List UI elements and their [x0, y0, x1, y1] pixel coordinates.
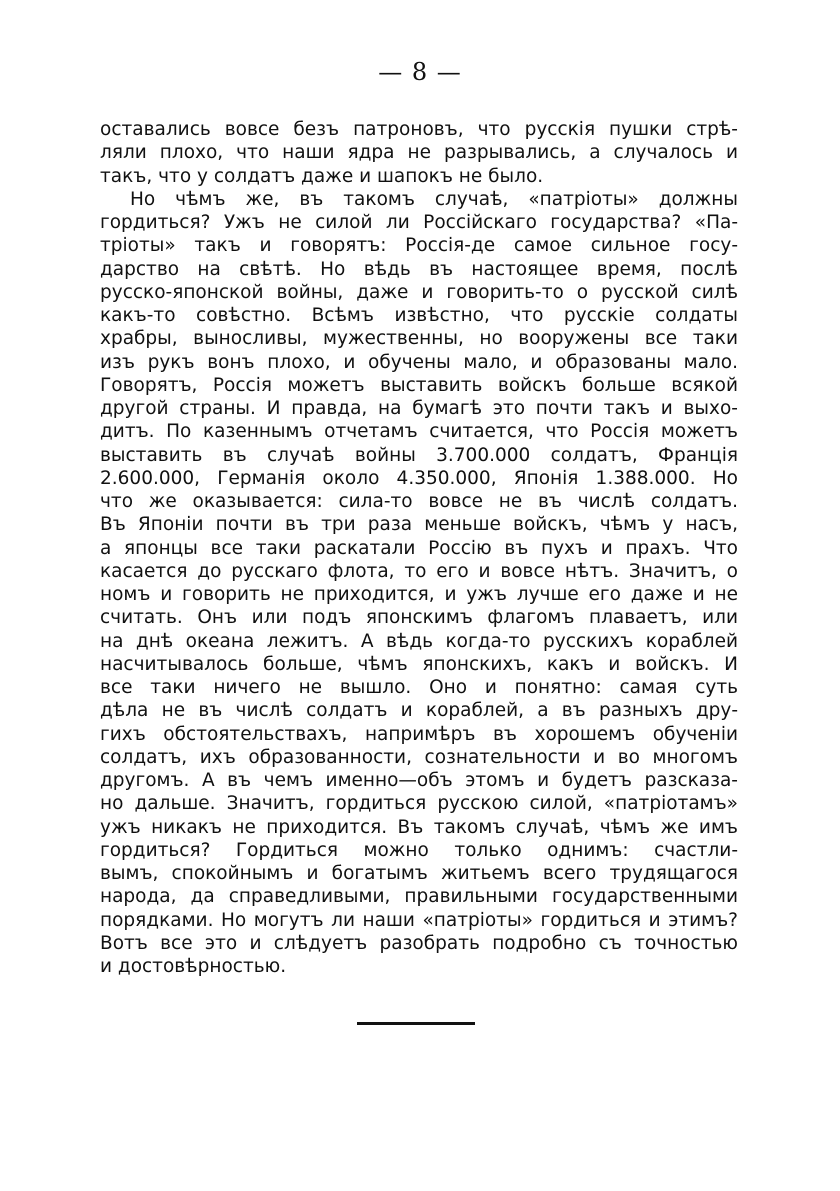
text-line: русско-японской войны, даже и говорить-то о русской силѣ	[100, 281, 738, 303]
text-line: оставались вовсе безъ патроновъ, что русскія пушки стрѣ-	[100, 119, 738, 140]
text-line: что же оказывается: сила-то вовсе не въ числѣ солдатъ.	[100, 491, 738, 512]
text-line: такъ, что у солдатъ даже и шапокъ не было.	[100, 165, 544, 187]
text-line: считать. Онъ или подъ японскимъ флагомъ плаваетъ, или	[100, 607, 738, 629]
text-line: все таки ничего не вышло. Оно и понятно: самая суть	[100, 677, 738, 698]
text-line: и достовѣрностью.	[100, 956, 287, 977]
text-line: дарство на свѣтѣ. Но вѣдь въ настоящее время, послѣ	[100, 258, 738, 280]
text-line: 2.600.000, Германія около 4.350.000, Японія 1.388.000. Но	[100, 467, 738, 489]
text-line: солдатъ, ихъ образованности, сознательности и во многомъ	[100, 746, 738, 768]
body-text	[100, 118, 738, 978]
text-line: а японцы все таки раскатали Россію въ пухъ и прахъ. Что	[100, 537, 738, 559]
text-line: храбры, выносливы, мужественны, но вооружены все таки	[100, 328, 738, 350]
text-line: дитъ. По казеннымъ отчетамъ считается, что Россія можетъ	[100, 421, 738, 443]
text-line: выставить въ случаѣ войны 3.700.000 солдатъ, Франція	[100, 444, 738, 466]
text-line: тріоты» такъ и говорятъ: Россія-де самое сильное госу-	[100, 235, 738, 257]
text-line: насчитывалось больше, чѣмъ японскихъ, какъ и войскъ. И	[100, 653, 738, 675]
text-line: гордиться? Гордиться можно только однимъ: счастли-	[100, 839, 738, 861]
text-line: изъ рукъ вонъ плохо, и обучены мало, и образованы мало.	[100, 351, 738, 373]
page-number: — 8 —	[378, 58, 462, 86]
text-line: Но чѣмъ же, въ такомъ случаѣ, «патріоты» должны	[130, 188, 738, 210]
text-line: другомъ. А въ чемъ именно—объ этомъ и будетъ разсказа-	[100, 770, 738, 791]
text-line: какъ-то совѣстно. Всѣмъ извѣстно, что русскіе солдаты	[100, 305, 738, 326]
text-line: но дальше. Значитъ, гордиться русскою силой, «патріотамъ»	[100, 793, 738, 815]
text-line: дѣла не въ числѣ солдатъ и кораблей, а въ разныхъ дру-	[100, 700, 738, 722]
text-line: номъ и говорить не приходится, и ужъ лучше его даже и не	[100, 584, 738, 605]
text-line: ужъ никакъ не приходится. Въ такомъ случаѣ, чѣмъ же имъ	[100, 816, 738, 838]
text-line: порядками. Но могутъ ли наши «патріоты» гордиться и этимъ?	[100, 909, 738, 931]
text-line: другой страны. И правда, на бумагѣ это почти такъ и выхо-	[100, 398, 738, 419]
text-line: на днѣ океана лежитъ. А вѣдь когда-то русскихъ кораблей	[100, 630, 738, 652]
text-line: Говорятъ, Россія можетъ выставить войскъ больше всякой	[100, 374, 738, 396]
text-line: Вотъ все это и слѣдуетъ разобрать подробно съ точностью	[100, 932, 738, 954]
text-line: гордиться? Ужъ не силой ли Россійскаго государства? «Па-	[100, 212, 738, 233]
text-line: гихъ обстоятельствахъ, напримѣръ въ хорошемъ обученіи	[100, 723, 738, 745]
text-line: народа, да справедливыми, правильными государственными	[100, 886, 738, 908]
text-line: вымъ, спокойнымъ и богатымъ житьемъ всего трудящагося	[100, 863, 738, 884]
text-line: ляли плохо, что наши ядра не разрывались, а случалось и	[100, 142, 738, 164]
text-line: касается до русскаго флота, то его и вовсе нѣтъ. Значитъ, о	[100, 560, 738, 582]
section-divider	[357, 1022, 475, 1025]
text-line: Въ Японіи почти въ три раза меньше войскъ, чѣмъ у насъ,	[100, 514, 738, 536]
